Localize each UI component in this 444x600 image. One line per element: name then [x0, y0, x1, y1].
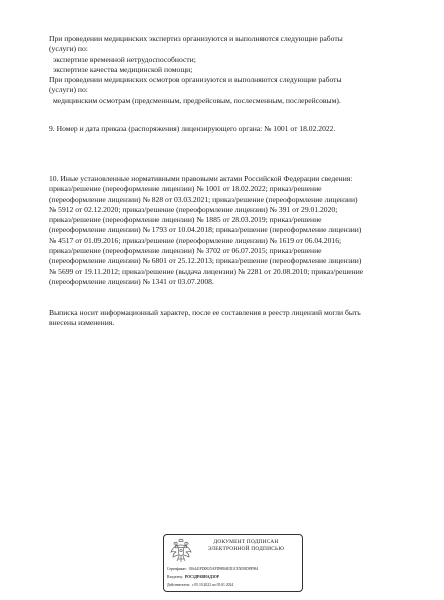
text-line: (услуги) по: — [49, 85, 88, 95]
certificate-label: Сертификат: — [167, 567, 187, 571]
text-line: Выписка носит информационный характер, после ее составления в реестр лицензий могли быть — [49, 308, 361, 317]
text-line: № 5699 от 19.11.2012; приказ/решение (выдача лицензии) № 2281 от 20.08.2010; приказ/решение — [49, 266, 364, 276]
text-line: приказ/решение (переоформление лицензии) № 1885 от 28.03.2019; приказ/решение — [49, 215, 322, 225]
text-line: приказ/решение (переоформление лицензии) № 3702 от 06.07.2015; приказ/решение — [49, 246, 322, 256]
text-line: При проведении медицинских осмотров организуются и выполняются следующие работы — [49, 75, 342, 85]
text-line: (переоформление лицензии) № 6801 от 25.12.2013; приказ/решение (переоформление лицензии) — [49, 256, 362, 266]
certificate-value: 016441FD0025AFD9B94ED1CE5058D8F984 — [188, 567, 259, 571]
coat-of-arms-icon — [170, 538, 192, 564]
text-line: (переоформление лицензии) № 1793 от 10.04.2018; приказ/решение (переоформление лицензии) — [49, 225, 362, 235]
text-line: экспертизе временной нетрудоспособности; — [53, 54, 196, 64]
stamp-title-line: ЭЛЕКТРОННОЙ ПОДПИСЬЮ — [207, 546, 285, 552]
stamp-certificate-row — [167, 567, 300, 572]
owner-value: РОСЗДРАВНАДЗОР — [184, 575, 220, 579]
electronic-signature-stamp — [163, 534, 303, 592]
text-line: экспертизе качества медицинской помощи; — [53, 64, 193, 74]
stamp-owner-row — [167, 575, 300, 580]
disclaimer-section — [49, 308, 414, 329]
text-line: № 4517 от 01.09.2016; приказ/решение (переоформление лицензии) № 1619 от 06.04.2016; — [49, 235, 342, 245]
order-number-section — [49, 124, 414, 134]
stamp-validity-row — [167, 583, 300, 588]
text-line: № 5912 от 02.12.2020; приказ/решение (переоформление лицензии) № 391 от 29.01.2020; — [49, 204, 338, 214]
text-line: (услуги) по: — [49, 44, 88, 54]
validity-label: Действителен: — [167, 583, 190, 587]
text-line: 10. Иные установленные нормативными правовыми актами Российской Федерации сведения: — [49, 174, 353, 183]
medical-expertise-section — [49, 34, 414, 106]
text-line: медицинским осмотрам (предсменным, предрейсовым, послесменным, послерейсовым). — [53, 95, 341, 105]
text-line: (переоформление лицензии) № 1341 от 03.07.2008. — [49, 276, 214, 286]
stamp-title — [194, 539, 298, 553]
stamp-title-line: ДОКУМЕНТ ПОДПИСАН — [213, 539, 279, 545]
owner-label: Владелец: — [167, 575, 183, 579]
text-line: приказ/решение (переоформление лицензии) № 1001 от 18.02.2022; приказ/решение — [49, 184, 322, 194]
text-line: внесены изменения. — [49, 318, 115, 328]
text-line: (переоформление лицензии) № 828 от 03.03.2021; приказ/решение (переоформление лицензии) — [49, 194, 358, 204]
order-number-text: 9. Номер и дата приказа (распоряжения) лицензирующего органа: № 1001 от 18.02.2022. — [49, 124, 336, 133]
other-information-section — [49, 174, 414, 287]
validity-value: с 05.10.2022 по 05.01.2024 — [191, 583, 234, 587]
text-line: При проведении медицинских экспертиз организуются и выполняются следующие работы — [49, 34, 343, 43]
